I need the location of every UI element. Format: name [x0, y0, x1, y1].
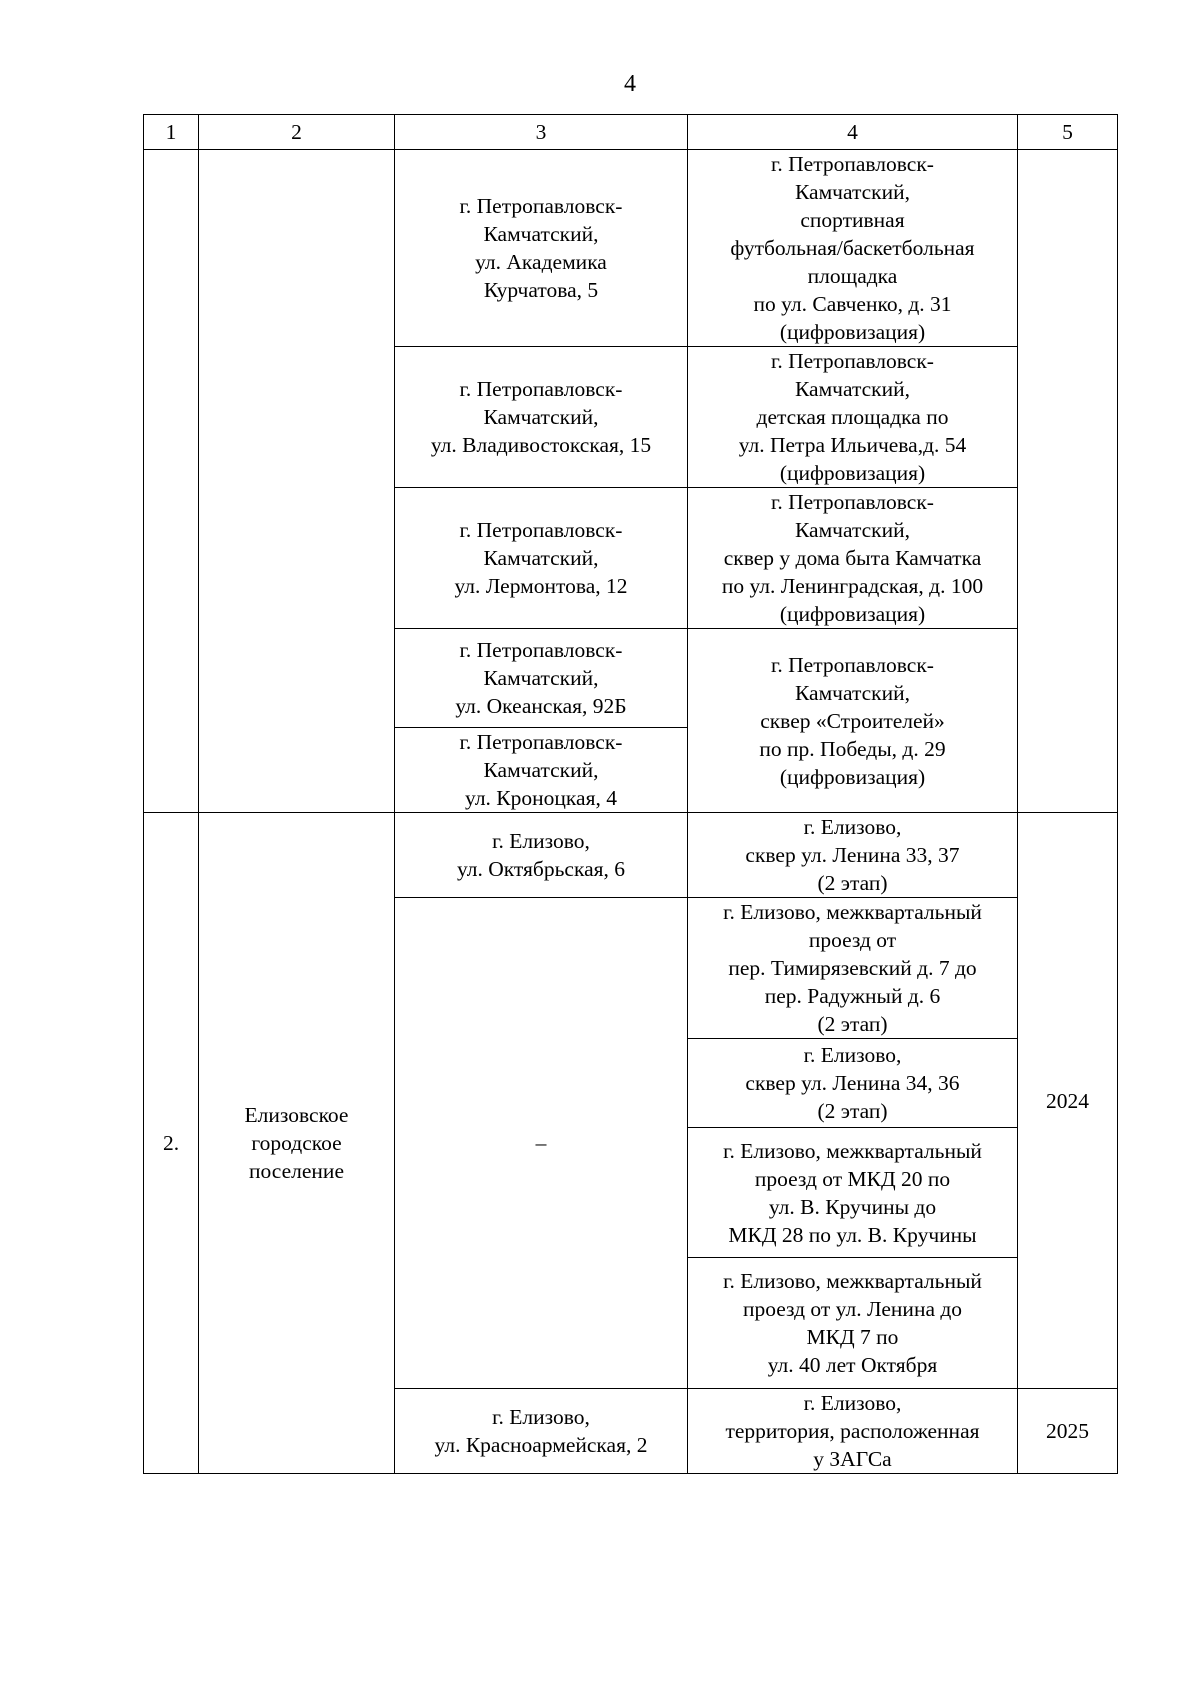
- address-cell: г. Елизово, ул. Красноармейская, 2: [395, 1389, 688, 1474]
- column-header-4: 4: [688, 115, 1018, 150]
- year-cell: [1018, 150, 1118, 813]
- address-cell: г. Елизово, ул. Октябрьская, 6: [395, 813, 688, 898]
- object-cell: г. Елизово, сквер ул. Ленина 34, 36 (2 этап): [688, 1039, 1018, 1128]
- column-header-5: 5: [1018, 115, 1118, 150]
- object-cell: г. Петропавловск- Камчатский, спортивная футбольная/баскетбольная площадка по ул. Савченко, д. 31 (цифровизация): [688, 150, 1018, 347]
- address-cell: г. Петропавловск- Камчатский, ул. Лермонтова, 12: [395, 488, 688, 629]
- object-cell: г. Елизово, межквартальный проезд от пер. Тимирязевский д. 7 до пер. Радужный д. 6 (2 этап): [688, 898, 1018, 1039]
- object-cell: г. Петропавловск- Камчатский, сквер «Строителей» по пр. Победы, д. 29 (цифровизация): [688, 629, 1018, 813]
- address-cell: г. Петропавловск- Камчатский, ул. Океанская, 92Б: [395, 629, 688, 728]
- row-number-cell: [144, 150, 199, 813]
- column-header-3: 3: [395, 115, 688, 150]
- object-cell: г. Елизово, сквер ул. Ленина 33, 37 (2 этап): [688, 813, 1018, 898]
- address-cell: г. Петропавловск- Камчатский, ул. Кроноцкая, 4: [395, 728, 688, 813]
- address-cell: г. Петропавловск- Камчатский, ул. Академика Курчатова, 5: [395, 150, 688, 347]
- address-cell-empty: –: [395, 898, 688, 1389]
- table-row: [144, 813, 1118, 898]
- address-cell: г. Петропавловск- Камчатский, ул. Владивостокская, 15: [395, 347, 688, 488]
- column-header-2: 2: [199, 115, 395, 150]
- municipality-cell: [199, 150, 395, 813]
- improvement-table: [143, 114, 1118, 1474]
- object-cell: г. Петропавловск- Камчатский, сквер у дома быта Камчатка по ул. Ленинградская, д. 100 (цифровизация): [688, 488, 1018, 629]
- object-cell: г. Елизово, межквартальный проезд от МКД 20 по ул. В. Кручины до МКД 28 по ул. В. Кручины: [688, 1128, 1018, 1258]
- year-cell: 2024: [1018, 813, 1118, 1389]
- header-row: [144, 115, 1118, 150]
- row-number-cell: 2.: [144, 813, 199, 1474]
- column-header-1: 1: [144, 115, 199, 150]
- municipality-cell: Елизовское городское поселение: [199, 813, 395, 1474]
- object-cell: г. Елизово, территория, расположенная у ЗАГСа: [688, 1389, 1018, 1474]
- page-number: 4: [624, 71, 636, 97]
- object-cell: г. Елизово, межквартальный проезд от ул. Ленина до МКД 7 по ул. 40 лет Октября: [688, 1258, 1018, 1389]
- year-cell: 2025: [1018, 1389, 1118, 1474]
- object-cell: г. Петропавловск- Камчатский, детская площадка по ул. Петра Ильичева,д. 54 (цифровизация): [688, 347, 1018, 488]
- table-row: [144, 150, 1118, 347]
